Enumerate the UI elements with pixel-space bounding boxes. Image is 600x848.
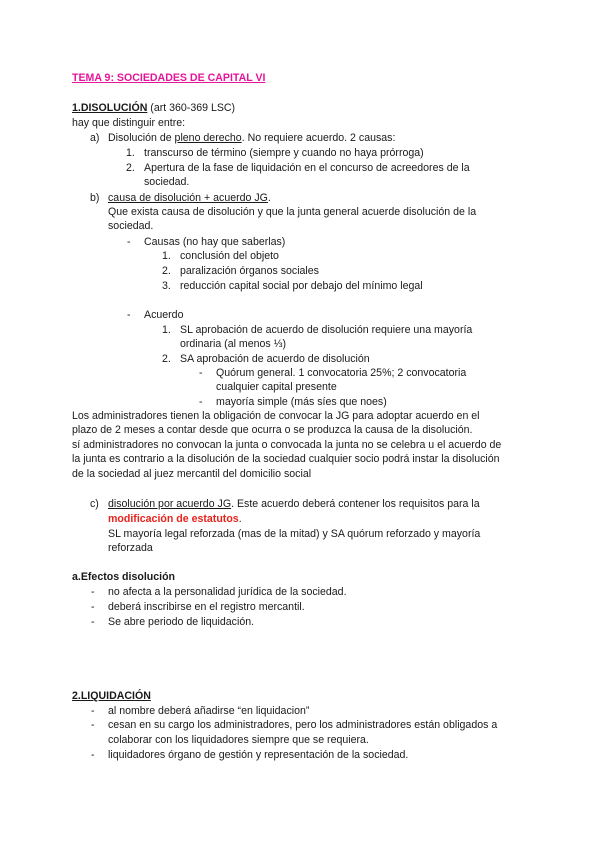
page-title: TEMA 9: SOCIEDADES DE CAPITAL VI: [72, 72, 266, 84]
acuerdo-label: Acuerdo: [144, 309, 184, 321]
item-c-text: [108, 498, 480, 511]
acuerdo-dash: -: [127, 309, 131, 321]
a-item-2-line: Apertura de la fase de liquidación en el concurso de acreedores de la: [144, 162, 470, 174]
efectos-item: deberá inscribirse en el registro mercantil.: [108, 601, 305, 613]
item-a-underlined: pleno derecho: [174, 132, 242, 144]
causa-item: reducción capital social por debajo del mínimo legal: [180, 280, 423, 292]
para-line: de la sociedad al juez mercantil del domicilio social: [72, 468, 312, 480]
sub-dash: -: [199, 396, 203, 408]
para-line: Los administradores tienen la obligación de convocar la JG para adoptar acuerdo en el: [72, 410, 480, 422]
causa-num: 3.: [162, 280, 171, 292]
sub-item-line: cualquier capital presente: [216, 381, 337, 393]
liq-item-line: al nombre deberá añadirse “en liquidacion”: [108, 705, 310, 717]
acuerdo-item-line: ordinaria (al menos ⅓): [180, 338, 286, 350]
a-num-2: 2.: [126, 162, 135, 174]
para-line: sí administradores no convocan la junta o convocada la junta no se celebra u el acuerdo de: [72, 439, 502, 451]
item-b-marker: b): [90, 192, 100, 204]
causa-num: 2.: [162, 265, 171, 277]
sub-item-line: mayoría simple (más síes que noes): [216, 396, 387, 408]
efectos-item: no afecta a la personalidad jurídica de la sociedad.: [108, 586, 347, 598]
section-heading-disolucion: [72, 102, 235, 115]
acuerdo-item-line: SL aprobación de acuerdo de disolución requiere una mayoría: [180, 324, 473, 336]
item-c-marker: c): [90, 498, 99, 510]
item-b-underlined: causa de disolución + acuerdo JG: [108, 192, 268, 204]
liq-dash: -: [91, 719, 95, 731]
para-line: plazo de 2 meses a contar desde que ocurra o se produzca la causa de la disolución.: [72, 424, 473, 436]
b-desc-line: Que exista causa de disolución y que la junta general acuerde disolución de la: [108, 206, 477, 218]
liq-item-line: colaborar con los liquidadores siempre que se requiera.: [108, 734, 369, 746]
item-c-text-3: .: [238, 513, 242, 525]
efectos-item: Se abre periodo de liquidación.: [108, 616, 255, 628]
efectos-heading: a.Efectos disolución: [72, 571, 176, 583]
causa-item: conclusión del objeto: [180, 250, 279, 262]
heading-ref: (art 360-369 LSC): [147, 102, 236, 114]
section-heading-liquidacion: 2.LIQUIDACIÓN: [72, 690, 151, 702]
intro-text: hay que distinguir entre:: [72, 117, 186, 129]
efectos-dash: -: [91, 616, 95, 628]
sub-item-line: Quórum general. 1 convocatoria 25%; 2 convocatoria: [216, 367, 467, 379]
item-c-underlined: disolución por acuerdo JG: [108, 498, 232, 510]
a-item-1-line: transcurso de término (siempre y cuando no haya prórroga): [144, 147, 424, 159]
item-a-text-1: Disolución de: [108, 132, 175, 144]
item-c-text-2: . Este acuerdo deberá contener los requisitos para la: [231, 498, 480, 510]
causa-num: 1.: [162, 250, 171, 262]
item-a-text-2: . No requiere acuerdo. 2 causas:: [241, 132, 396, 144]
a-item-2-line: sociedad.: [144, 176, 190, 188]
liq-dash: -: [91, 749, 95, 761]
liq-item-line: cesan en su cargo los administradores, pero los administradores están obligados a: [108, 719, 498, 731]
item-a-marker: a): [90, 132, 100, 144]
item-b-text-2: .: [267, 192, 271, 204]
b-desc-line: sociedad.: [108, 220, 154, 232]
a-num-1: 1.: [126, 147, 135, 159]
para-line: la junta es contrario a la disolución de la sociedad cualquier socio podrá instar la disolución: [72, 453, 500, 465]
c-line: reforzada: [108, 542, 153, 554]
acuerdo-item-line: SA aprobación de acuerdo de disolución: [180, 353, 370, 365]
liq-dash: -: [91, 705, 95, 717]
red-highlight: modificación de estatutos: [108, 513, 239, 525]
heading-text: 1.DISOLUCIÓN: [72, 102, 148, 114]
causas-dash: -: [127, 236, 131, 248]
acuerdo-num: 2.: [162, 353, 171, 365]
c-line: SL mayoría legal reforzada (mas de la mitad) y SA quórum reforzado y mayoría: [108, 528, 481, 540]
efectos-dash: -: [91, 586, 95, 598]
causa-item: paralización órganos sociales: [180, 265, 319, 277]
item-c-highlight: [108, 513, 242, 526]
causas-label: Causas (no hay que saberlas): [144, 236, 286, 248]
sub-dash: -: [199, 367, 203, 379]
item-b-text: [108, 192, 271, 205]
efectos-dash: -: [91, 601, 95, 613]
liq-item-line: liquidadores órgano de gestión y representación de la sociedad.: [108, 749, 409, 761]
acuerdo-num: 1.: [162, 324, 171, 336]
item-a-text: [108, 132, 395, 145]
